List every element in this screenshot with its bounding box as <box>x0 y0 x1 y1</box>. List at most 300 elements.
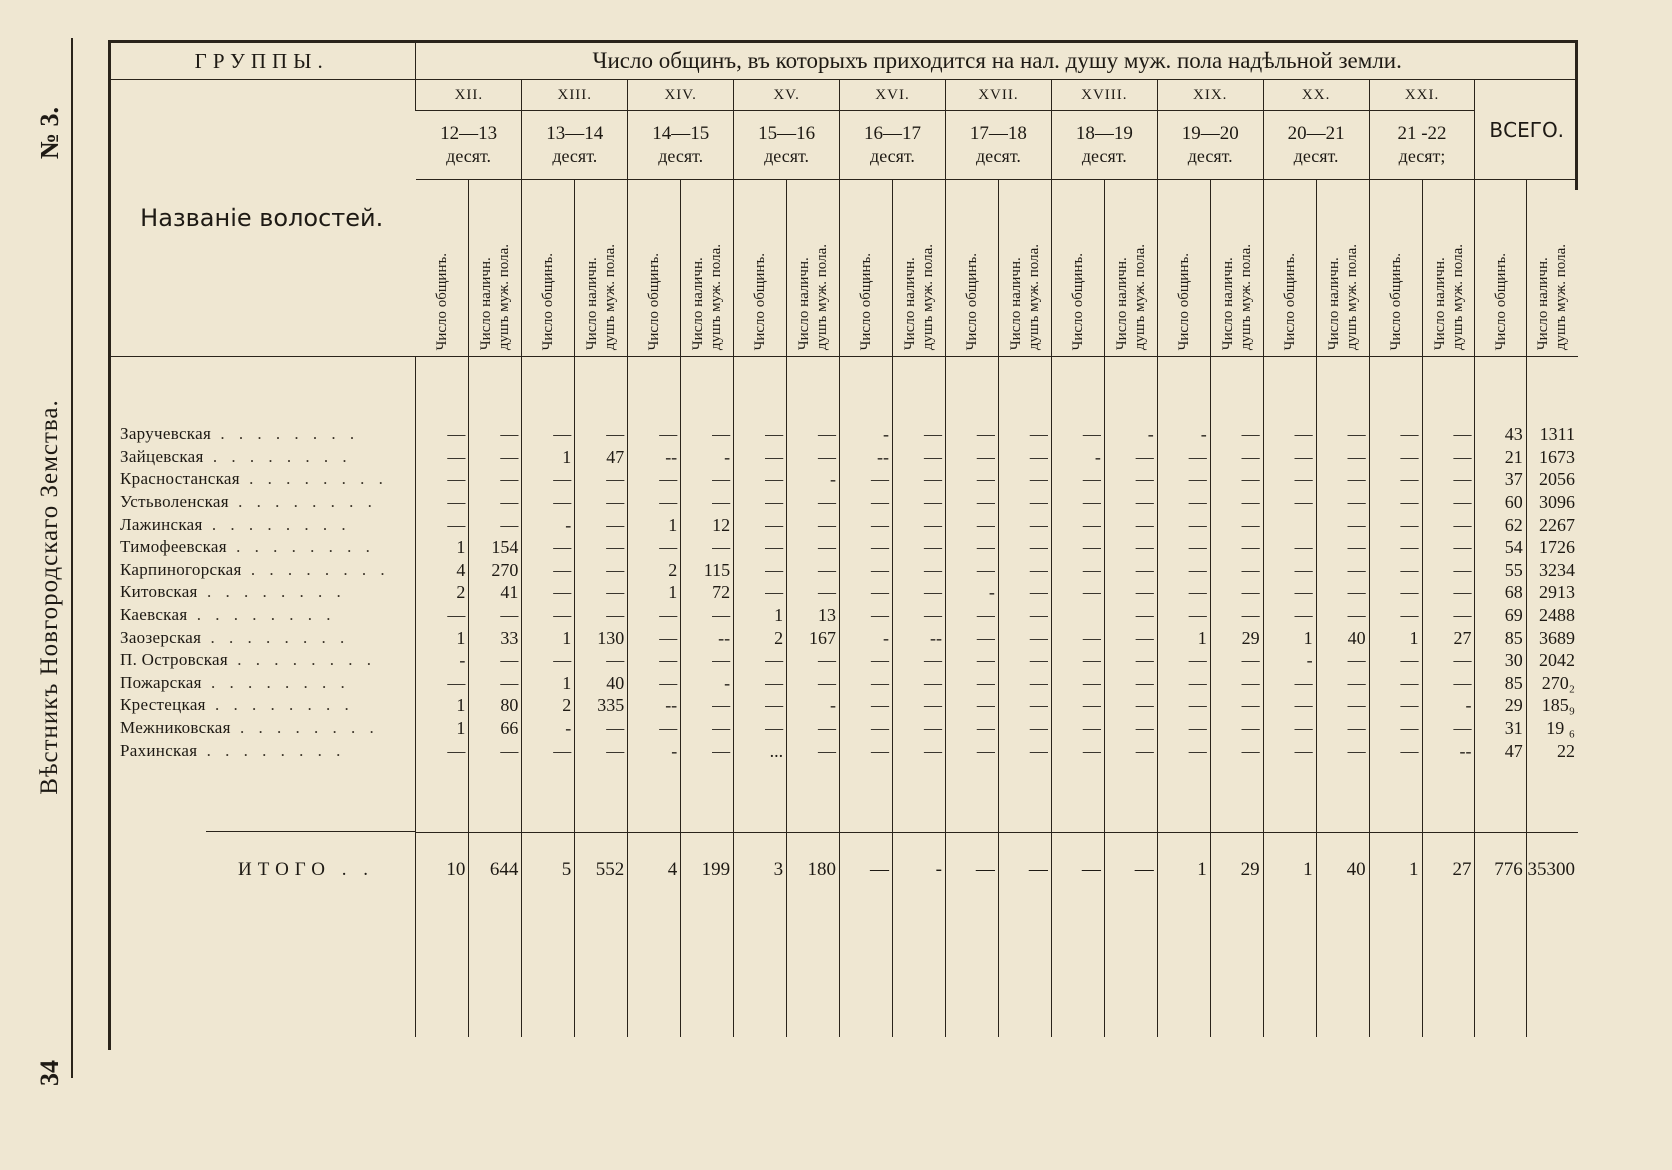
table-cell: - <box>840 626 893 649</box>
table-cell: — <box>469 604 522 627</box>
subheader-communities-text: Число общинъ. <box>752 252 769 350</box>
blank-cell <box>1157 907 1210 1037</box>
table-cell: - <box>1157 423 1210 446</box>
table-cell: — <box>1104 739 1157 762</box>
table-cell: -- <box>628 694 681 717</box>
table-cell: -- <box>681 626 734 649</box>
table-cell: — <box>998 694 1051 717</box>
table-cell <box>1051 604 1104 627</box>
table-cell: - <box>416 649 469 672</box>
blank-cell <box>1210 357 1263 424</box>
table-cell: — <box>1210 717 1263 740</box>
blank-cell <box>1051 762 1104 833</box>
table-cell: — <box>998 446 1051 469</box>
group-roman: XV. <box>734 80 840 111</box>
table-cell: — <box>1263 717 1316 740</box>
table-cell: — <box>628 626 681 649</box>
group-roman: XVIII. <box>1051 80 1157 111</box>
table-cell: — <box>787 739 840 762</box>
table-cell <box>1263 513 1316 536</box>
table-cell: — <box>1263 739 1316 762</box>
table-cell: 3234 <box>1526 559 1578 582</box>
leader-dots: . . . . . . . . <box>228 492 377 512</box>
group-roman: XIX. <box>1157 80 1263 111</box>
table-cell: — <box>469 672 522 695</box>
table-row <box>108 423 1578 446</box>
table-right-border <box>1575 40 1578 190</box>
table-cell: — <box>575 649 628 672</box>
spacer-row <box>108 357 1578 424</box>
totals-cell: 644 <box>469 832 522 907</box>
table-cell: — <box>734 446 787 469</box>
table-cell: - <box>522 717 575 740</box>
range-value: 12—13 <box>440 123 498 144</box>
table-cell: 60 <box>1475 491 1526 514</box>
totals-row <box>108 832 1578 907</box>
subheader-souls-text <box>1325 244 1361 350</box>
table-cell: — <box>1210 513 1263 536</box>
table-cell: — <box>575 717 628 740</box>
table-cell: — <box>840 717 893 740</box>
group-range <box>1051 111 1157 180</box>
table-cell: — <box>628 717 681 740</box>
souls-line-1: Число наличн. <box>796 257 813 350</box>
table-cell: 30 <box>1475 649 1526 672</box>
table-row <box>108 581 1578 604</box>
totals-cell: 29 <box>1210 832 1263 907</box>
leader-dots: . . . . . . . . <box>230 718 379 738</box>
blank-cell <box>681 907 734 1037</box>
table-cell: -- <box>840 446 893 469</box>
range-value: 16—17 <box>864 123 921 144</box>
group-range <box>945 111 1051 180</box>
subheader-communities-text: Число общинъ. <box>1281 252 1298 350</box>
table-cell: — <box>1210 604 1263 627</box>
range-value: 15—16 <box>758 123 816 144</box>
table-cell: — <box>1263 423 1316 446</box>
table-cell: — <box>945 739 998 762</box>
blank-cell <box>998 762 1051 833</box>
table-cell: — <box>575 423 628 446</box>
blank-cell <box>1526 357 1578 424</box>
table-cell: — <box>945 559 998 582</box>
blank-cell <box>893 907 946 1037</box>
subheader-communities <box>1051 180 1104 357</box>
table-cell: — <box>1422 468 1475 491</box>
volost-name <box>108 446 416 469</box>
table-cell: 33 <box>469 626 522 649</box>
blank-cell <box>1157 357 1210 424</box>
table-cell: — <box>1051 491 1104 514</box>
blank-cell <box>628 762 681 833</box>
souls-line-2: душъ муж. пола. <box>1553 243 1570 350</box>
totals-cell: — <box>998 832 1051 907</box>
table-row <box>108 559 1578 582</box>
table-cell: — <box>1210 672 1263 695</box>
blank-cell <box>998 357 1051 424</box>
souls-line-2: душъ муж. пола. <box>602 243 619 350</box>
souls-line-1: Число наличн. <box>584 257 601 350</box>
blank-cell <box>108 907 416 1037</box>
table-cell: — <box>998 468 1051 491</box>
table-cell: — <box>840 694 893 717</box>
table-cell: — <box>681 536 734 559</box>
table-cell: — <box>1104 468 1157 491</box>
table-cell: 43 <box>1475 423 1526 446</box>
table-cell: — <box>416 739 469 762</box>
subheader-communities <box>840 180 893 357</box>
table-cell: — <box>840 581 893 604</box>
table-cell: — <box>787 559 840 582</box>
table-cell: — <box>893 581 946 604</box>
table-cell: — <box>1369 513 1422 536</box>
subheader-souls <box>1104 180 1157 357</box>
group-roman: XVI. <box>840 80 946 111</box>
totals-cell: — <box>945 832 998 907</box>
blank-cell <box>787 907 840 1037</box>
table-cell: — <box>734 491 787 514</box>
table-cell: 1 <box>628 581 681 604</box>
volost-name <box>108 672 416 695</box>
table-cell: — <box>787 491 840 514</box>
table-cell: — <box>1422 446 1475 469</box>
table-cell: ... <box>734 739 787 762</box>
souls-line-2: душъ муж. пола. <box>496 243 513 350</box>
blank-cell <box>1475 907 1526 1037</box>
table-cell: — <box>1263 694 1316 717</box>
table-cell: — <box>575 536 628 559</box>
table-cell: — <box>840 604 893 627</box>
table-cell: — <box>1369 649 1422 672</box>
subheader-souls-text <box>1219 244 1255 350</box>
table-cell: 2042 <box>1526 649 1578 672</box>
subheader-souls-text <box>477 244 513 350</box>
table-cell: — <box>893 604 946 627</box>
table-cell: — <box>681 468 734 491</box>
totals-cell: - <box>893 832 946 907</box>
volost-name <box>108 491 416 514</box>
blank-cell <box>1263 357 1316 424</box>
table-cell: 2 <box>522 694 575 717</box>
table-cell: 1 <box>1263 626 1316 649</box>
table-cell: — <box>1316 604 1369 627</box>
souls-line-2: душъ муж. пола. <box>1237 243 1254 350</box>
table-cell: 2056 <box>1526 468 1578 491</box>
table-cell: 2 <box>416 581 469 604</box>
souls-line-1: Число наличн. <box>1007 257 1024 350</box>
blank-cell <box>945 762 998 833</box>
group-range <box>522 111 628 180</box>
page-number: 34 <box>35 1060 64 1086</box>
subheader-communities-text: Число общинъ. <box>646 252 663 350</box>
subheader-souls-text <box>583 244 619 350</box>
table-cell: 31 <box>1475 717 1526 740</box>
subheader-souls <box>469 180 522 357</box>
blank-cell <box>1051 357 1104 424</box>
volost-name-text: Межниковская <box>120 718 231 738</box>
blank-cell <box>575 762 628 833</box>
souls-line-2: душъ муж. пола. <box>814 243 831 350</box>
table-cell: 1 <box>1157 626 1210 649</box>
volost-name <box>108 468 416 491</box>
leader-dots: . . . . . . . . <box>197 582 346 602</box>
blank-cell <box>522 357 575 424</box>
table-cell: — <box>1157 468 1210 491</box>
table-cell: 270₂ <box>1526 672 1578 695</box>
group-roman: XVII. <box>945 80 1051 111</box>
table-cell: — <box>681 604 734 627</box>
totals-cell: 180 <box>787 832 840 907</box>
volost-name-text: Каевская <box>120 605 188 625</box>
table-cell: 21 <box>1475 446 1526 469</box>
table-row <box>108 649 1578 672</box>
range-unit: десят. <box>552 146 598 166</box>
table-cell: — <box>945 423 998 446</box>
table-cell: 47 <box>1475 739 1526 762</box>
table-cell: — <box>522 739 575 762</box>
blank-cell <box>469 907 522 1037</box>
table-cell: — <box>893 649 946 672</box>
range-unit: десят. <box>658 146 704 166</box>
table-cell: — <box>945 717 998 740</box>
table-cell: — <box>1051 649 1104 672</box>
volost-name-text: Рахинская <box>120 740 198 760</box>
table-cell: — <box>1157 559 1210 582</box>
table-cell: — <box>893 446 946 469</box>
leader-dots: . . . . . . . . <box>187 605 336 625</box>
table-cell: — <box>1210 649 1263 672</box>
blank-cell <box>681 357 734 424</box>
table-cell: — <box>893 694 946 717</box>
blank-cell <box>945 907 998 1037</box>
table-cell: — <box>1422 581 1475 604</box>
table-cell: — <box>1210 446 1263 469</box>
range-value: 21 -22 <box>1397 123 1447 144</box>
table-cell: — <box>998 491 1051 514</box>
subheader-communities <box>416 180 469 357</box>
volost-name <box>108 559 416 582</box>
volost-name-text: Устьволенская <box>120 492 229 512</box>
totals-cell: 40 <box>1316 832 1369 907</box>
table-cell: — <box>1316 694 1369 717</box>
table-cell: — <box>1422 513 1475 536</box>
souls-line-1: Число наличн. <box>478 257 495 350</box>
table-cell: 54 <box>1475 536 1526 559</box>
table-cell: — <box>1316 513 1369 536</box>
table-cell: 4 <box>416 559 469 582</box>
blank-cell <box>734 357 787 424</box>
table-cell: — <box>1369 739 1422 762</box>
table-cell: — <box>1316 717 1369 740</box>
table-cell: 2913 <box>1526 581 1578 604</box>
volost-name <box>108 604 416 627</box>
subheader-souls <box>575 180 628 357</box>
group-range <box>1157 111 1263 180</box>
table-row <box>108 536 1578 559</box>
table-cell: — <box>628 604 681 627</box>
table-cell: — <box>522 649 575 672</box>
table-cell: — <box>469 513 522 536</box>
table-cell: — <box>998 581 1051 604</box>
blank-cell <box>628 357 681 424</box>
table-cell: — <box>840 559 893 582</box>
group-roman: XX. <box>1263 80 1369 111</box>
volost-name-text: Красностанская <box>120 469 240 489</box>
table-cell: — <box>1369 446 1422 469</box>
table-cell: — <box>1369 604 1422 627</box>
table-cell: — <box>1104 694 1157 717</box>
table-cell: — <box>1157 739 1210 762</box>
subheader-souls <box>1526 180 1578 357</box>
table-cell: — <box>1369 468 1422 491</box>
table-cell: — <box>1210 694 1263 717</box>
header-row-title <box>108 42 1578 80</box>
table-cell: — <box>1316 649 1369 672</box>
subheader-communities-text: Число общинъ. <box>858 252 875 350</box>
table-cell: — <box>1157 672 1210 695</box>
table-cell: — <box>1210 739 1263 762</box>
table-cell: - <box>628 739 681 762</box>
table-cell: — <box>734 513 787 536</box>
leader-dots: . . . . . . . . <box>241 559 390 579</box>
table-cell: — <box>840 491 893 514</box>
table-cell: 2267 <box>1526 513 1578 536</box>
range-value: 14—15 <box>652 123 710 144</box>
table-cell: — <box>787 672 840 695</box>
souls-line-2: душъ муж. пола. <box>708 243 725 350</box>
totals-cell: 35300 <box>1526 832 1578 907</box>
table-cell: 335 <box>575 694 628 717</box>
range-unit: десят. <box>1187 146 1233 166</box>
subheader-souls-text <box>901 244 937 350</box>
subheader-communities-text: Число общинъ. <box>540 252 557 350</box>
table-cell: — <box>1104 717 1157 740</box>
table-cell: — <box>469 649 522 672</box>
table-cell: 2488 <box>1526 604 1578 627</box>
group-range <box>734 111 840 180</box>
table-cell: - <box>681 672 734 695</box>
super-title: Число общинъ, въ которыхъ приходится на нал. душу муж. пола надѣльной земли. <box>416 42 1578 80</box>
volost-name-text: Заозерская <box>120 627 202 647</box>
volost-name <box>108 536 416 559</box>
blank-cell <box>1210 762 1263 833</box>
table-cell: 68 <box>1475 581 1526 604</box>
table-cell: — <box>1210 423 1263 446</box>
table-cell: — <box>1104 536 1157 559</box>
group-roman: XXI. <box>1369 80 1475 111</box>
table-cell: — <box>840 649 893 672</box>
table-cell: — <box>1157 536 1210 559</box>
subheader-souls <box>893 180 946 357</box>
table-cell: - <box>945 581 998 604</box>
table-cell: 13 <box>787 604 840 627</box>
subheader-communities-text: Число общинъ. <box>1492 252 1509 350</box>
volost-name <box>108 626 416 649</box>
blank-cell <box>840 907 893 1037</box>
table-cell: — <box>681 649 734 672</box>
blank-cell <box>1316 357 1369 424</box>
table-cell: — <box>1422 491 1475 514</box>
table-cell: 1 <box>522 446 575 469</box>
table-cell: — <box>998 739 1051 762</box>
total-label: ВСЕГО. <box>1475 80 1578 180</box>
blank-cell <box>1422 357 1475 424</box>
table-cell: — <box>998 536 1051 559</box>
blank-cell <box>108 762 416 833</box>
range-unit: десят. <box>975 146 1021 166</box>
totals-cell: 5 <box>522 832 575 907</box>
table-cell: — <box>1369 694 1422 717</box>
table-cell: — <box>945 604 998 627</box>
table-cell: 40 <box>1316 626 1369 649</box>
volost-name-text: Тимофеевская <box>120 537 227 557</box>
tail-row <box>108 907 1578 1037</box>
table-cell: — <box>1422 672 1475 695</box>
subheader-souls <box>1422 180 1475 357</box>
table-cell: — <box>1051 513 1104 536</box>
table-cell: 41 <box>469 581 522 604</box>
table-cell: — <box>734 423 787 446</box>
table-row <box>108 491 1578 514</box>
blank-cell <box>1157 762 1210 833</box>
table-cell: — <box>1210 468 1263 491</box>
blank-cell <box>893 762 946 833</box>
souls-line-1: Число наличн. <box>690 257 707 350</box>
blank-cell <box>787 357 840 424</box>
subheader-souls <box>998 180 1051 357</box>
table-cell: 29 <box>1210 626 1263 649</box>
table-cell: — <box>734 581 787 604</box>
blank-cell <box>840 357 893 424</box>
table-cell: — <box>1369 581 1422 604</box>
table-cell: — <box>1369 717 1422 740</box>
communities-table <box>108 40 1578 1037</box>
table-cell: — <box>469 491 522 514</box>
totals-cell: — <box>840 832 893 907</box>
table-cell: — <box>840 513 893 536</box>
blank-cell <box>998 907 1051 1037</box>
table-left-border <box>108 40 111 1050</box>
totals-cell: — <box>1104 832 1157 907</box>
blank-cell <box>575 907 628 1037</box>
blank-cell <box>575 357 628 424</box>
table-cell: — <box>998 423 1051 446</box>
volost-name <box>108 423 416 446</box>
table-cell: 270 <box>469 559 522 582</box>
margin-rule <box>71 38 73 1078</box>
table-cell: — <box>416 446 469 469</box>
table-cell: — <box>522 423 575 446</box>
table-cell: — <box>416 513 469 536</box>
table-cell: — <box>1051 581 1104 604</box>
blank-cell <box>945 357 998 424</box>
table-cell: — <box>575 513 628 536</box>
table-cell: — <box>1422 559 1475 582</box>
table-cell: - <box>1051 446 1104 469</box>
table-cell: — <box>945 626 998 649</box>
subheader-communities-text: Число общинъ. <box>963 252 980 350</box>
range-unit: десят. <box>446 146 492 166</box>
table-cell: — <box>1157 581 1210 604</box>
subheader-souls-text <box>1007 244 1043 350</box>
table-cell: — <box>1422 604 1475 627</box>
table-cell: — <box>469 446 522 469</box>
table-cell: — <box>1316 739 1369 762</box>
table-cell: — <box>681 717 734 740</box>
table-cell: — <box>1051 536 1104 559</box>
subheader-communities <box>1157 180 1210 357</box>
souls-line-2: душъ муж. пола. <box>1131 243 1148 350</box>
